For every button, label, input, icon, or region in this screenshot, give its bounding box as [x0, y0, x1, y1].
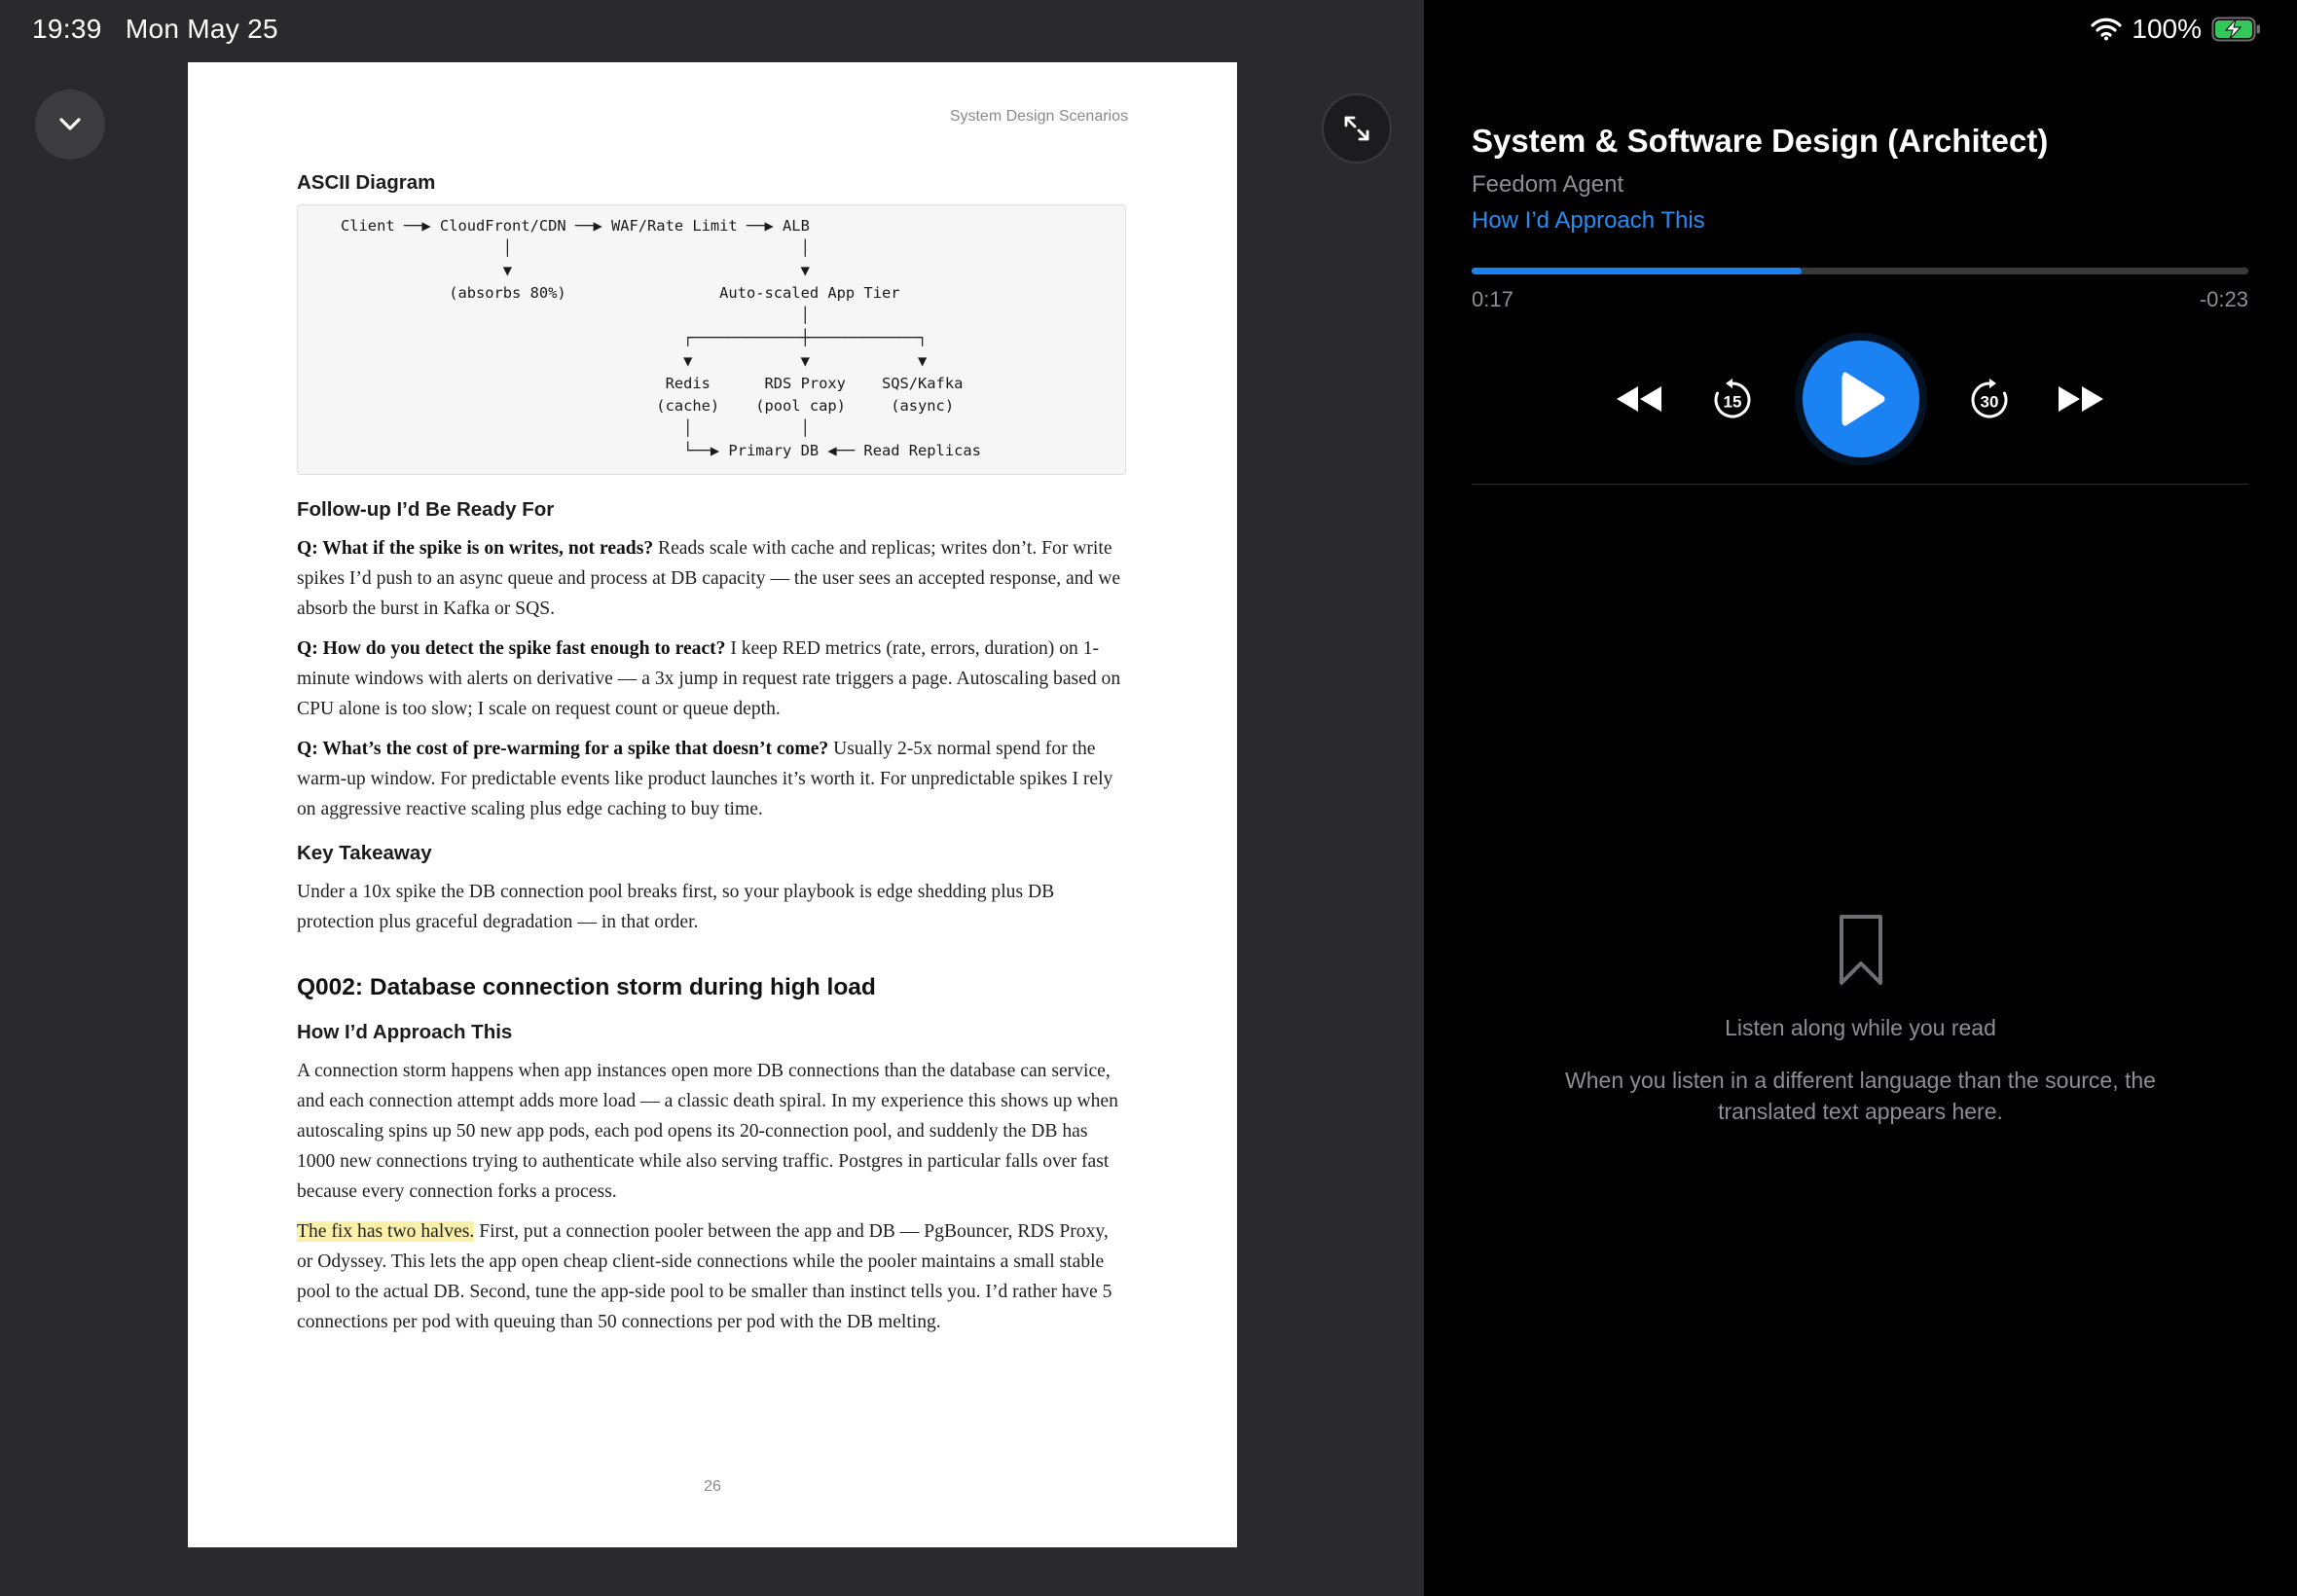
qa-question: Q: What’s the cost of pre-warming for a spike that doesn’t come?: [297, 739, 829, 759]
qa-question: Q: What if the spike is on writes, not reads?: [297, 538, 654, 559]
qa-answer: I keep RED metrics (rate, errors, duration) on 1-minute windows with alerts on derivative — a 3x jump in request rate triggers a page. Autoscaling based on CPU alone is too slow; I scale on request count or queue depth.: [297, 638, 1121, 719]
previous-button[interactable]: [1613, 378, 1665, 420]
running-header: System Design Scenarios: [949, 108, 1128, 125]
empty-state-description: When you listen in a different language than the source, the translated text appears here.: [1565, 1068, 2156, 1124]
skip-back-button[interactable]: [1710, 378, 1755, 422]
time-remaining: -0:23: [2199, 287, 2248, 311]
skip-back-icon: [1710, 378, 1755, 422]
play-icon: [1834, 370, 1888, 428]
ascii-diagram: [297, 204, 1126, 475]
battery-percent: 100%: [2132, 14, 2202, 44]
time-elapsed: 0:17: [1472, 287, 1513, 311]
progress-fill: [1472, 268, 1802, 274]
qa-item: [297, 734, 1126, 824]
takeaway-heading: Key Takeaway: [297, 842, 432, 864]
track-title: System & Software Design (Architect): [1472, 123, 2049, 159]
status-time: 19:39: [32, 14, 102, 44]
rewind-icon: [1615, 384, 1663, 414]
fast-forward-icon: [2057, 384, 2105, 414]
skip-forward-label: 30: [1980, 392, 1999, 412]
takeaway-text: Under a 10x spike the DB connection pool breaks first, so your playbook is edge shedding plus DB protection plus graceful degradation — in that order.: [297, 882, 1055, 932]
page-content: [297, 171, 1126, 1337]
approach-heading: How I’d Approach This: [297, 1021, 513, 1043]
highlighted-sentence[interactable]: The fix has two halves.: [297, 1221, 475, 1242]
qa-question: Q: How do you detect the spike fast enough to react?: [297, 638, 726, 659]
empty-state-title: Listen along while you read: [1725, 1015, 1996, 1040]
qa-item: [297, 634, 1126, 724]
chapter-link[interactable]: How I’d Approach This: [1472, 207, 1705, 234]
skip-back-label: 15: [1723, 392, 1742, 412]
ascii-diagram-heading: ASCII Diagram: [297, 171, 436, 194]
qa-item: [297, 533, 1126, 624]
chevron-down-icon: [55, 110, 85, 139]
status-bar-clock: [32, 14, 278, 45]
approach-paragraph: A connection storm happens when app instances open more DB connections than the database can service, and each connection attempt adds more load — a classic death spiral. In my experience this shows up when autoscaling spins up 50 new app pods, each pod opens its 20-connection pool, and suddenly the DB has 1000 new connections trying to authenticate while also serving traffic. Postgres in particular falls over fast because every connection forks a process.: [297, 1061, 1118, 1202]
collapse-button[interactable]: [35, 90, 105, 160]
status-bar-right: [2091, 14, 2262, 45]
followup-heading: Follow-up I’d Be Ready For: [297, 498, 555, 521]
audio-player-pane: [1424, 0, 2297, 1596]
page-number: 26: [704, 1478, 721, 1495]
status-date: Mon May 25: [125, 14, 278, 44]
bookmark-icon: [1838, 913, 1884, 992]
track-artist: Feedom Agent: [1472, 171, 1624, 198]
section-title: Q002: Database connection storm during high load: [297, 974, 876, 1000]
qa-answer: Usually 2-5x normal spend for the warm-up window. For predictable events like product launches it’s worth it. For unpredictable spikes I rely on aggressive reactive scaling plus edge caching to buy time.: [297, 739, 1113, 819]
battery-charging-icon: [2211, 17, 2262, 42]
wifi-icon: [2091, 18, 2122, 41]
qa-answer: Reads scale with cache and replicas; writes don’t. For write spikes I’d push to an async queue and process at DB capacity — the user sees an accepted response, and we absorb the burst in Kafka or SQS.: [297, 538, 1121, 619]
expand-button[interactable]: [1322, 93, 1392, 163]
ascii-diagram-text: Client ──▶ CloudFront/CDN ──▶ WAF/Rate Limit ──▶ ALB │ │ ▼ ▼ (absorbs 80%) Auto-scaled App Tier │ ┌────────────┼────────────┐ ▼ ▼ ▼ Redis RDS Proxy SQS/Kafka (cache) (pool cap) (async) │ │ └──▶ Primary DB ◀── Read Replicas: [341, 217, 981, 459]
expand-arrows-icon: [1341, 113, 1372, 144]
progress-scrubber[interactable]: [1472, 268, 2248, 274]
paragraph-rest: First, put a connection pooler between the app and DB — PgBouncer, RDS Proxy, or Odyssey. This lets the app open cheap client-side connections while the pooler maintains a small stable pool to the actual DB. Second, tune the app-side pool to be smaller than instinct tells you. I’d rather have 5 connections per pod with queuing than 50 connections per pod with the DB melting.: [297, 1221, 1112, 1332]
divider: [1472, 484, 2248, 485]
play-button[interactable]: [1803, 341, 1919, 457]
skip-forward-button[interactable]: [1967, 378, 2012, 422]
next-button[interactable]: [2055, 378, 2107, 420]
skip-forward-icon: [1967, 378, 2012, 422]
document-page[interactable]: [188, 62, 1237, 1547]
approach-paragraph: [297, 1216, 1126, 1337]
